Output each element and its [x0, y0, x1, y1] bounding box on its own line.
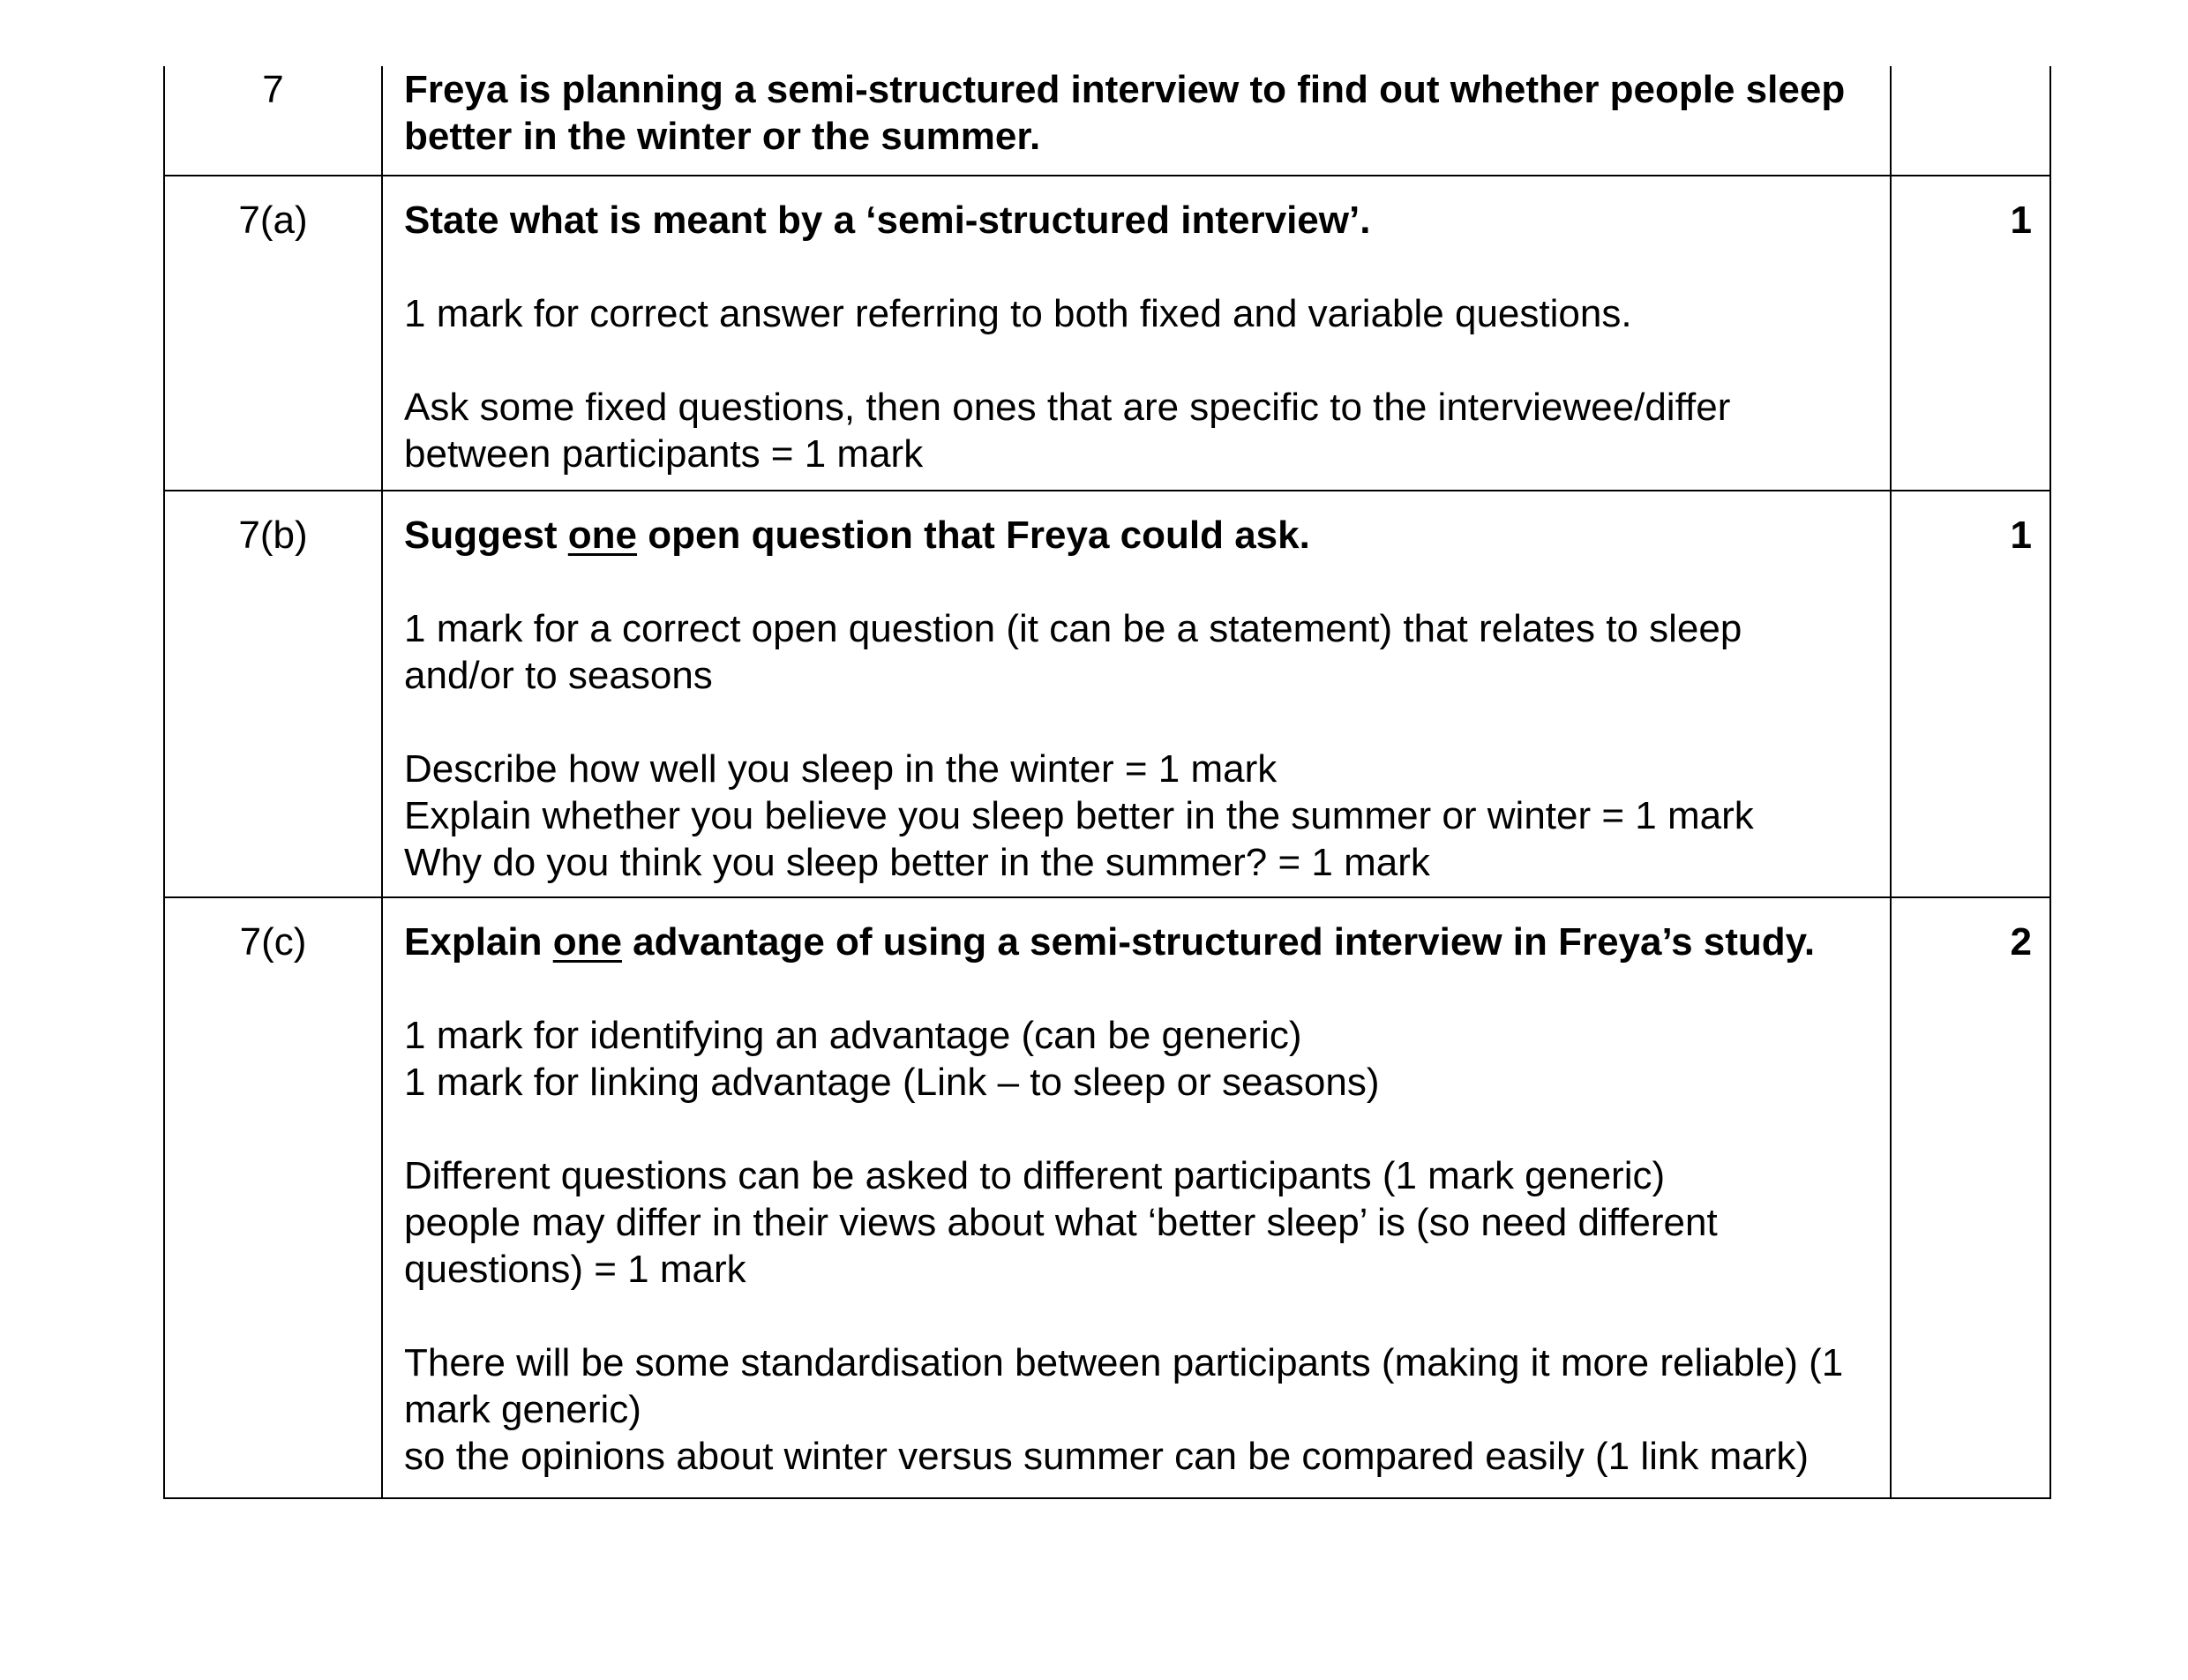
question-number: 7: [164, 66, 382, 176]
table-row: [164, 66, 2050, 176]
model-answer: Ask some fixed questions, then ones that are specific to the interviewee/differ between participants = 1 mark: [404, 386, 1731, 476]
stem-text: Suggest: [404, 514, 568, 557]
mark-scheme-table: [163, 66, 2051, 1499]
question-number: 7(b): [164, 491, 382, 897]
model-answer: Describe how well you sleep in the winter = 1 mark: [404, 747, 1278, 791]
question-stem: [404, 919, 1855, 965]
stem-text: open question that Freya could ask.: [637, 514, 1310, 557]
answer-cell: [382, 66, 1891, 176]
guidance-line: 1 mark for identifying an advantage (can be generic): [404, 1014, 1302, 1057]
generic-point: There will be some standardisation between participants (making it more reliable) (1 mark generic): [404, 1341, 1844, 1431]
generic-point: Different questions can be asked to different participants (1 mark generic): [404, 1154, 1666, 1197]
stem-emphasis: one: [567, 514, 638, 557]
question-stem: Freya is planning a semi-structured interview to find out whether people sleep better in the winter or the summer.: [404, 68, 1846, 158]
stem-emphasis: one: [552, 920, 622, 964]
link-point: so the opinions about winter versus summer can be compared easily (1 link mark): [404, 1435, 1810, 1478]
model-answers: [404, 746, 1855, 886]
answer-cell: [382, 897, 1891, 1498]
question-stem: State what is meant by a ‘semi-structured interview’.: [404, 199, 1371, 242]
guidance-line: 1 mark for linking advantage (Link – to sleep or seasons): [404, 1061, 1380, 1104]
marking-guidance: [404, 1012, 1855, 1106]
answer-cell: [382, 176, 1891, 491]
answer-cell: [382, 491, 1891, 897]
marks-cell: 1: [1891, 176, 2050, 491]
table-row: [164, 897, 2050, 1498]
link-point: people may differ in their views about what ‘better sleep’ is (so need different questions) = 1 mark: [404, 1201, 1718, 1291]
marks-cell: 2: [1891, 897, 2050, 1498]
marking-guidance: 1 mark for a correct open question (it can be a statement) that relates to sleep and/or to seasons: [404, 607, 1742, 697]
question-stem: [404, 512, 1855, 559]
question-number: 7(a): [164, 176, 382, 491]
marks-cell: 1: [1891, 491, 2050, 897]
stem-text: advantage of using a semi-structured interview in Freya’s study.: [621, 920, 1816, 964]
marking-guidance: 1 mark for correct answer referring to both fixed and variable questions.: [404, 292, 1632, 335]
model-answer: Explain whether you believe you sleep better in the summer or winter = 1 mark: [404, 794, 1754, 837]
marks-cell: [1891, 66, 2050, 176]
table-row: [164, 491, 2050, 897]
stem-text: Explain: [404, 920, 553, 964]
table-row: [164, 176, 2050, 491]
model-answer: [404, 1152, 1855, 1293]
model-answer: [404, 1339, 1855, 1480]
model-answer: Why do you think you sleep better in the summer? = 1 mark: [404, 841, 1430, 884]
question-number: 7(c): [164, 897, 382, 1498]
